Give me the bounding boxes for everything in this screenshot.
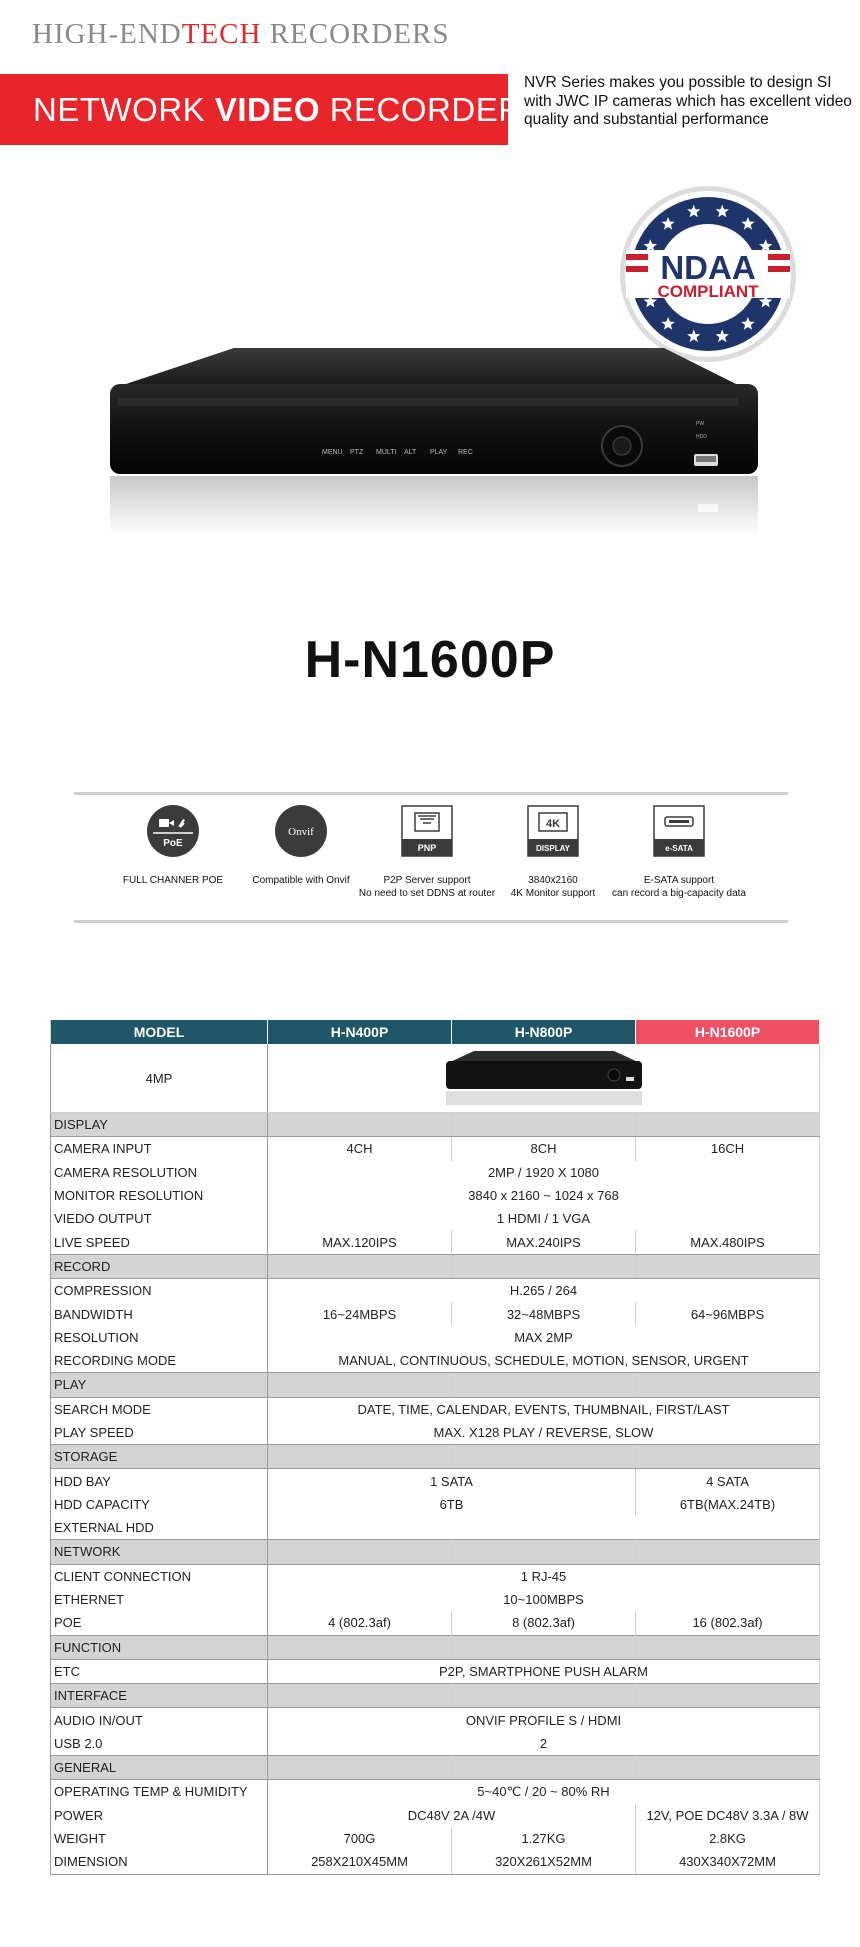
section-cell (452, 1756, 636, 1780)
feature-pnp-line1: P2P Server support (383, 875, 471, 886)
spec-value: MAX.480IPS (636, 1230, 820, 1254)
table-row (51, 1708, 820, 1732)
spec-label: MONITOR RESOLUTION (51, 1184, 268, 1207)
spec-value: 2 (268, 1732, 820, 1756)
section-cell (636, 1254, 820, 1278)
spec-label: ETC (51, 1659, 268, 1683)
table-row (51, 1184, 820, 1207)
spec-label: RECORDING MODE (51, 1349, 268, 1373)
spec-value: 8CH (452, 1137, 636, 1161)
section-cell (636, 1756, 820, 1780)
poe-icon (147, 805, 199, 857)
spec-value: 320X261X52MM (452, 1850, 636, 1874)
section-cell (268, 1684, 452, 1708)
feature-4k-line1: 3840x2160 (528, 875, 578, 886)
spec-value: 64~96MBPS (636, 1302, 820, 1325)
spec-value: MAX.240IPS (452, 1230, 636, 1254)
divider-top (74, 792, 788, 795)
section-cell (452, 1635, 636, 1659)
intro-text: NVR Series makes you possible to design SI with JWC IP cameras which has excellent video quality and substantial performance (524, 74, 852, 128)
table-row (51, 1611, 820, 1635)
spec-value: 700G (268, 1827, 452, 1850)
section-cell (636, 1635, 820, 1659)
device-button-label: MENU (322, 449, 343, 456)
table-row (51, 1732, 820, 1756)
onvif-icon (275, 805, 327, 857)
table-row (51, 1493, 820, 1516)
spec-value: 1.27KG (452, 1827, 636, 1850)
svg-text:HDD: HDD (696, 434, 707, 440)
section-cell (268, 1254, 452, 1278)
spec-table (50, 1020, 820, 1875)
spec-value: 4CH (268, 1137, 452, 1161)
header-h-n400p: H-N400P (268, 1020, 452, 1044)
spec-label: CAMERA RESOLUTION (51, 1161, 268, 1184)
image-row-label: 4MP (51, 1044, 268, 1113)
spec-value: 10~100MBPS (268, 1588, 820, 1611)
table-row (51, 1279, 820, 1303)
brand-title: HIGH-ENDTECH RECORDERS (32, 18, 450, 50)
table-row (51, 1161, 820, 1184)
table-section-row (51, 1445, 820, 1469)
spec-value: 4 (802.3af) (268, 1611, 452, 1635)
section-label: GENERAL (51, 1756, 268, 1780)
spec-value: H.265 / 264 (268, 1279, 820, 1303)
section-cell (452, 1113, 636, 1137)
spec-value: 6TB (268, 1493, 636, 1516)
spec-label: DIMENSION (51, 1850, 268, 1874)
table-row (51, 1850, 820, 1874)
table-section-row (51, 1756, 820, 1780)
spec-label: WEIGHT (51, 1827, 268, 1850)
section-label: NETWORK (51, 1540, 268, 1564)
nvr-device-image (104, 348, 764, 548)
section-cell (268, 1373, 452, 1397)
section-cell (268, 1635, 452, 1659)
spec-value: 1 HDMI / 1 VGA (268, 1207, 820, 1230)
spec-label: POWER (51, 1804, 268, 1827)
spec-value: 2.8KG (636, 1827, 820, 1850)
table-header-row (51, 1020, 820, 1044)
spec-value: DATE, TIME, CALENDAR, EVENTS, THUMBNAIL, FIRST/LAST (268, 1397, 820, 1421)
spec-value: DC48V 2A /4W (268, 1804, 636, 1827)
spec-label: RESOLUTION (51, 1326, 268, 1349)
spec-label: HDD CAPACITY (51, 1493, 268, 1516)
feature-esata-line2: can record a big-capacity data (612, 888, 746, 899)
table-row (51, 1421, 820, 1445)
spec-value: 1 RJ-45 (268, 1564, 820, 1588)
table-row (51, 1469, 820, 1493)
section-cell (268, 1756, 452, 1780)
table-section-row (51, 1113, 820, 1137)
table-row (51, 1326, 820, 1349)
spec-label: AUDIO IN/OUT (51, 1708, 268, 1732)
spec-value: 3840 x 2160 ~ 1024 x 768 (268, 1184, 820, 1207)
feature-poe-line1: FULL CHANNER POE (122, 875, 224, 886)
spec-value: 258X210X45MM (268, 1850, 452, 1874)
device-button-label: MULTI (376, 449, 397, 456)
section-cell (452, 1445, 636, 1469)
spec-label: HDD BAY (51, 1469, 268, 1493)
badge-top-text: NDAA (660, 249, 756, 286)
spec-value: 430X340X72MM (636, 1850, 820, 1874)
table-device-image (268, 1044, 820, 1113)
spec-value: MAX.120IPS (268, 1230, 452, 1254)
spec-value: MANUAL, CONTINUOUS, SCHEDULE, MOTION, SENSOR, URGENT (268, 1349, 820, 1373)
section-cell (452, 1684, 636, 1708)
section-cell (268, 1113, 452, 1137)
table-section-row (51, 1635, 820, 1659)
spec-label: USB 2.0 (51, 1732, 268, 1756)
table-row (51, 1397, 820, 1421)
device-button-label: ALT (404, 449, 417, 456)
svg-text:PNP: PNP (417, 843, 437, 853)
spec-value: 4 SATA (636, 1469, 820, 1493)
device-button-label: PTZ (350, 449, 364, 456)
svg-text:e-SATA: e-SATA (665, 844, 693, 853)
section-cell (452, 1254, 636, 1278)
table-row (51, 1564, 820, 1588)
spec-label: PLAY SPEED (51, 1421, 268, 1445)
spec-value: 16~24MBPS (268, 1302, 452, 1325)
feature-4k-line2: 4K Monitor support (510, 888, 596, 899)
table-row (51, 1302, 820, 1325)
spec-label: CLIENT CONNECTION (51, 1564, 268, 1588)
spec-value: P2P, SMARTPHONE PUSH ALARM (268, 1659, 820, 1683)
section-cell (268, 1445, 452, 1469)
spec-label: POE (51, 1611, 268, 1635)
nvr-thumbnail-image (444, 1047, 644, 1107)
model-title: H-N1600P (304, 631, 556, 689)
table-row (51, 1827, 820, 1850)
section-label: FUNCTION (51, 1635, 268, 1659)
table-section-row (51, 1540, 820, 1564)
table-row (51, 1207, 820, 1230)
section-cell (636, 1113, 820, 1137)
spec-label: SEARCH MODE (51, 1397, 268, 1421)
pnp-icon (401, 805, 453, 857)
table-image-row (51, 1044, 820, 1113)
section-cell (636, 1445, 820, 1469)
badge-bottom-text: COMPLIANT (657, 282, 759, 301)
svg-text:Onvif: Onvif (288, 826, 314, 838)
feature-onvif-line1: Compatible with Onvif (252, 875, 350, 886)
spec-value (268, 1516, 820, 1540)
table-row (51, 1659, 820, 1683)
spec-value: 5~40℃ / 20 ~ 80% RH (268, 1780, 820, 1804)
table-row (51, 1349, 820, 1373)
header-h-n800p: H-N800P (452, 1020, 636, 1044)
device-button-label: PLAY (430, 449, 448, 456)
spec-value: MAX. X128 PLAY / REVERSE, SLOW (268, 1421, 820, 1445)
svg-text:PW: PW (696, 421, 705, 427)
section-cell (636, 1373, 820, 1397)
svg-text:DISPLAY: DISPLAY (536, 844, 570, 853)
section-cell (452, 1540, 636, 1564)
section-cell (636, 1540, 820, 1564)
svg-text:4K: 4K (545, 818, 561, 830)
table-section-row (51, 1373, 820, 1397)
section-cell (636, 1684, 820, 1708)
spec-value: MAX 2MP (268, 1326, 820, 1349)
section-label: RECORD (51, 1254, 268, 1278)
spec-label: LIVE SPEED (51, 1230, 268, 1254)
spec-value: 32~48MBPS (452, 1302, 636, 1325)
svg-text:PoE: PoE (163, 838, 183, 849)
section-label: PLAY (51, 1373, 268, 1397)
section-cell (452, 1373, 636, 1397)
section-label: DISPLAY (51, 1113, 268, 1137)
product-category-banner: NETWORK VIDEO RECORDER (0, 74, 508, 145)
section-label: INTERFACE (51, 1684, 268, 1708)
feature-pnp-line2: No need to set DDNS at router (358, 888, 496, 899)
section-label: STORAGE (51, 1445, 268, 1469)
device-button-label: REC (458, 449, 473, 456)
spec-value: 8 (802.3af) (452, 1611, 636, 1635)
spec-label: COMPRESSION (51, 1279, 268, 1303)
feature-esata (604, 805, 754, 900)
section-cell (268, 1540, 452, 1564)
table-row (51, 1780, 820, 1804)
spec-label: VIEDO OUTPUT (51, 1207, 268, 1230)
spec-value: 16 (802.3af) (636, 1611, 820, 1635)
spec-value: 16CH (636, 1137, 820, 1161)
spec-label: EXTERNAL HDD (51, 1516, 268, 1540)
table-section-row (51, 1254, 820, 1278)
table-row (51, 1588, 820, 1611)
spec-label: CAMERA INPUT (51, 1137, 268, 1161)
divider-bottom (74, 920, 788, 923)
feature-esata-line1: E-SATA support (643, 875, 715, 886)
table-row (51, 1230, 820, 1254)
table-section-row (51, 1684, 820, 1708)
spec-label: ETHERNET (51, 1588, 268, 1611)
header-model: MODEL (51, 1020, 268, 1044)
spec-value: 2MP / 1920 X 1080 (268, 1161, 820, 1184)
esata-icon (653, 805, 705, 857)
spec-value: 12V, POE DC48V 3.3A / 8W (636, 1804, 820, 1827)
table-row (51, 1804, 820, 1827)
spec-value: ONVIF PROFILE S / HDMI (268, 1708, 820, 1732)
ndaa-compliant-badge (618, 184, 798, 364)
spec-value: 1 SATA (268, 1469, 636, 1493)
spec-label: BANDWIDTH (51, 1302, 268, 1325)
spec-label: OPERATING TEMP & HUMIDITY (51, 1780, 268, 1804)
table-row (51, 1516, 820, 1540)
4k-display-icon (527, 805, 579, 857)
header-h-n1600p: H-N1600P (636, 1020, 820, 1044)
spec-value: 6TB(MAX.24TB) (636, 1493, 820, 1516)
table-row (51, 1137, 820, 1161)
